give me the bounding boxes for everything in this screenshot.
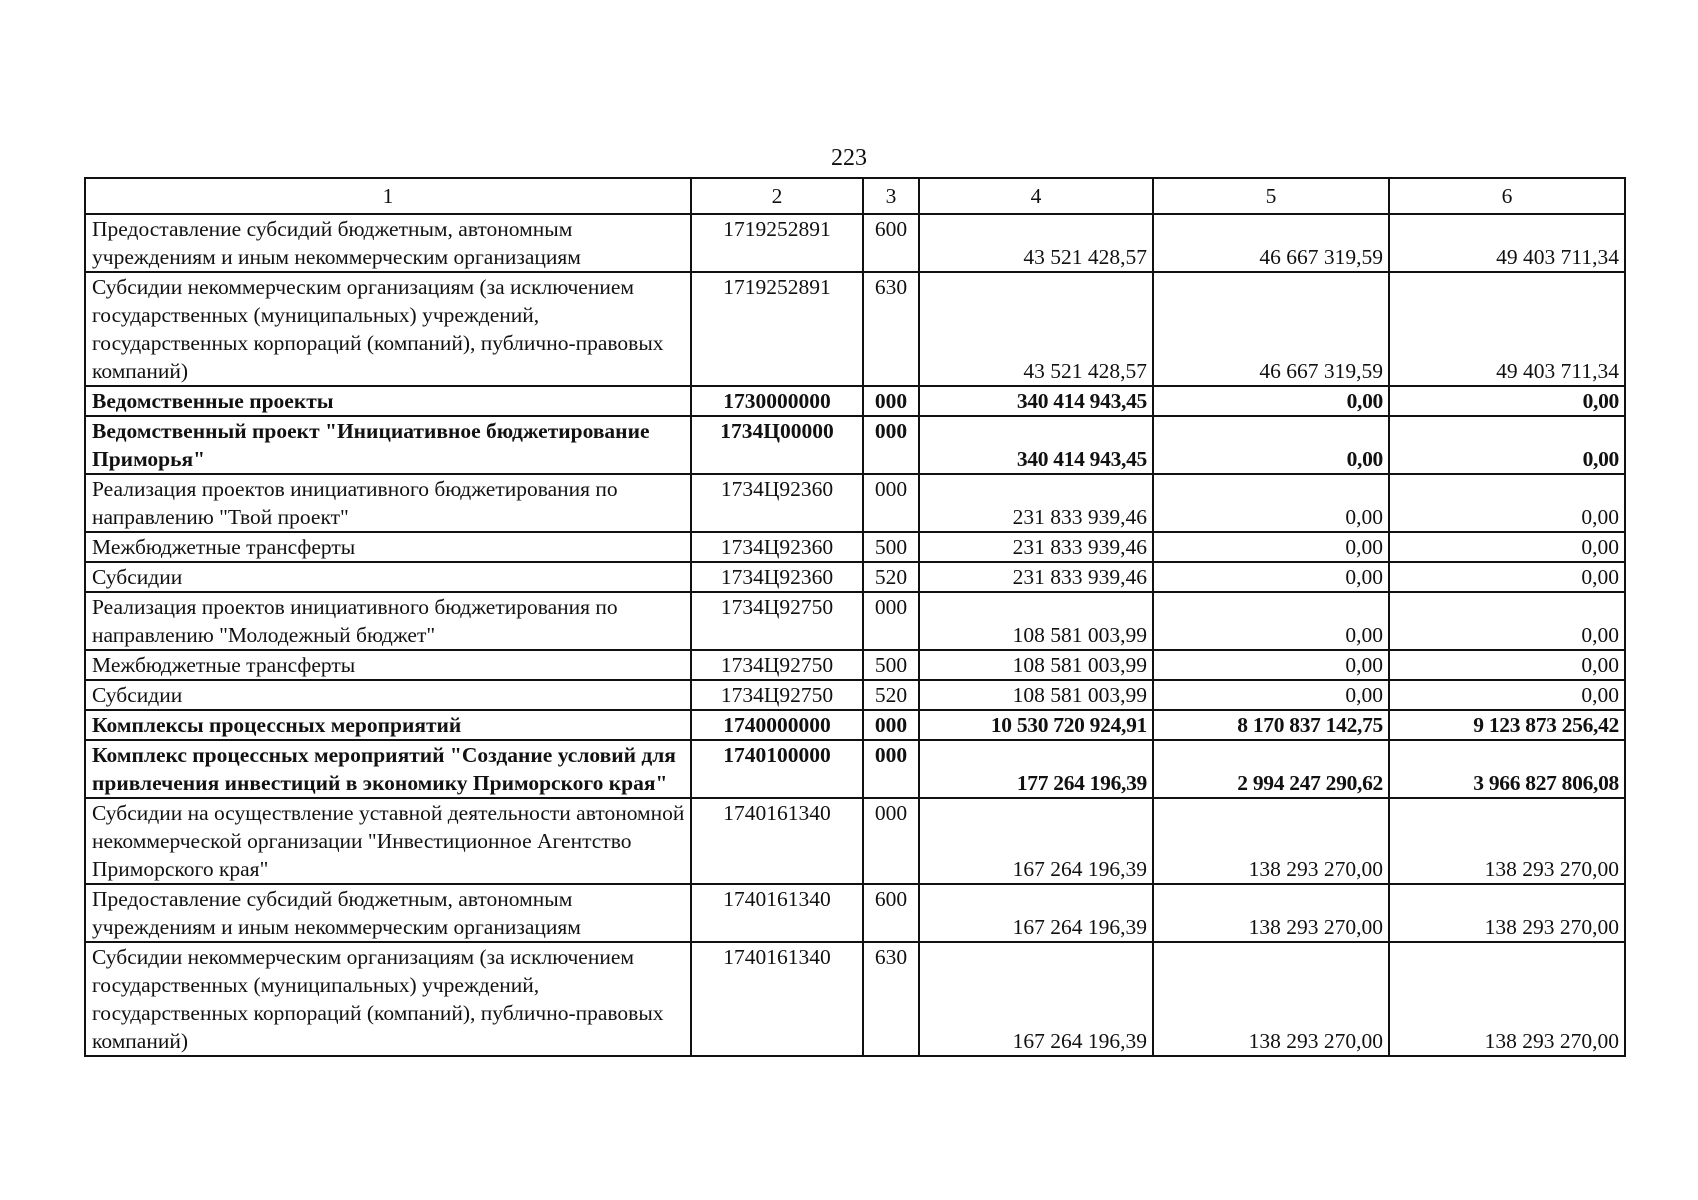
table-row — [85, 214, 1625, 272]
row-amount-col4: 108 581 003,99 — [919, 650, 1153, 680]
budget-table — [84, 177, 1626, 1057]
row-code: 1740161340 — [691, 884, 863, 942]
row-amount-col6: 49 403 711,34 — [1389, 214, 1625, 272]
row-type: 000 — [863, 740, 919, 798]
row-name: Комплексы процессных мероприятий — [85, 710, 691, 740]
row-amount-col4: 231 833 939,46 — [919, 474, 1153, 532]
row-amount-col5: 0,00 — [1153, 386, 1389, 416]
row-amount-col6: 0,00 — [1389, 532, 1625, 562]
row-name: Ведомственный проект "Инициативное бюджетирование Приморья" — [85, 416, 691, 474]
row-name: Реализация проектов инициативного бюджетирования по направлению "Твой проект" — [85, 474, 691, 532]
row-code: 1734Ц92360 — [691, 532, 863, 562]
table-row — [85, 680, 1625, 710]
column-header-3: 3 — [863, 178, 919, 214]
row-amount-col6: 0,00 — [1389, 650, 1625, 680]
row-code: 1740000000 — [691, 710, 863, 740]
row-amount-col5: 0,00 — [1153, 562, 1389, 592]
row-code: 1734Ц00000 — [691, 416, 863, 474]
row-name: Субсидии некоммерческим организациям (за исключением государственных (муниципальных) учреждений, государственных корпораций (компаний), публично-правовых компаний) — [85, 272, 691, 386]
row-type: 630 — [863, 942, 919, 1056]
row-amount-col5: 2 994 247 290,62 — [1153, 740, 1389, 798]
row-code: 1740100000 — [691, 740, 863, 798]
row-amount-col6: 0,00 — [1389, 562, 1625, 592]
row-name: Предоставление субсидий бюджетным, автономным учреждениям и иным некоммерческим организациям — [85, 214, 691, 272]
row-code: 1734Ц92360 — [691, 562, 863, 592]
row-code: 1740161340 — [691, 798, 863, 884]
column-header-6: 6 — [1389, 178, 1625, 214]
row-amount-col5: 138 293 270,00 — [1153, 798, 1389, 884]
row-amount-col4: 167 264 196,39 — [919, 942, 1153, 1056]
row-amount-col4: 177 264 196,39 — [919, 740, 1153, 798]
row-amount-col6: 0,00 — [1389, 680, 1625, 710]
table-row — [85, 740, 1625, 798]
row-amount-col5: 0,00 — [1153, 650, 1389, 680]
row-type: 500 — [863, 532, 919, 562]
row-amount-col5: 0,00 — [1153, 592, 1389, 650]
row-code: 1719252891 — [691, 272, 863, 386]
table-row — [85, 416, 1625, 474]
row-amount-col6: 49 403 711,34 — [1389, 272, 1625, 386]
table-row — [85, 562, 1625, 592]
table-header-row — [85, 178, 1625, 214]
row-type: 500 — [863, 650, 919, 680]
row-amount-col4: 231 833 939,46 — [919, 562, 1153, 592]
row-amount-col5: 8 170 837 142,75 — [1153, 710, 1389, 740]
row-name: Комплекс процессных мероприятий "Создание условий для привлечения инвестиций в экономику Приморского края" — [85, 740, 691, 798]
table-row — [85, 884, 1625, 942]
row-amount-col6: 138 293 270,00 — [1389, 798, 1625, 884]
row-amount-col6: 3 966 827 806,08 — [1389, 740, 1625, 798]
row-name: Субсидии на осуществление уставной деятельности автономной некоммерческой организации "Инвестиционное Агентство Приморского края" — [85, 798, 691, 884]
row-name: Субсидии некоммерческим организациям (за исключением государственных (муниципальных) учреждений, государственных корпораций (компаний), публично-правовых компаний) — [85, 942, 691, 1056]
row-amount-col5: 46 667 319,59 — [1153, 214, 1389, 272]
row-amount-col4: 340 414 943,45 — [919, 416, 1153, 474]
row-amount-col4: 167 264 196,39 — [919, 798, 1153, 884]
row-name: Ведомственные проекты — [85, 386, 691, 416]
row-amount-col6: 0,00 — [1389, 386, 1625, 416]
row-type: 000 — [863, 474, 919, 532]
column-header-2: 2 — [691, 178, 863, 214]
table-row — [85, 592, 1625, 650]
row-amount-col6: 138 293 270,00 — [1389, 884, 1625, 942]
row-type: 520 — [863, 562, 919, 592]
row-amount-col5: 138 293 270,00 — [1153, 884, 1389, 942]
table-row — [85, 386, 1625, 416]
row-name: Межбюджетные трансферты — [85, 650, 691, 680]
row-name: Субсидии — [85, 680, 691, 710]
row-type: 000 — [863, 386, 919, 416]
row-amount-col4: 167 264 196,39 — [919, 884, 1153, 942]
row-amount-col5: 46 667 319,59 — [1153, 272, 1389, 386]
row-amount-col6: 9 123 873 256,42 — [1389, 710, 1625, 740]
table-row — [85, 650, 1625, 680]
row-amount-col6: 0,00 — [1389, 474, 1625, 532]
column-header-1: 1 — [85, 178, 691, 214]
row-code: 1740161340 — [691, 942, 863, 1056]
row-amount-col4: 231 833 939,46 — [919, 532, 1153, 562]
row-amount-col4: 340 414 943,45 — [919, 386, 1153, 416]
row-amount-col5: 0,00 — [1153, 532, 1389, 562]
column-header-4: 4 — [919, 178, 1153, 214]
table-row — [85, 532, 1625, 562]
row-type: 630 — [863, 272, 919, 386]
row-code: 1734Ц92750 — [691, 592, 863, 650]
table-row — [85, 710, 1625, 740]
row-amount-col4: 10 530 720 924,91 — [919, 710, 1153, 740]
row-type: 000 — [863, 798, 919, 884]
row-code: 1734Ц92360 — [691, 474, 863, 532]
table-row — [85, 798, 1625, 884]
row-name: Межбюджетные трансферты — [85, 532, 691, 562]
table-body — [85, 214, 1625, 1056]
row-type: 000 — [863, 416, 919, 474]
row-code: 1730000000 — [691, 386, 863, 416]
row-code: 1734Ц92750 — [691, 680, 863, 710]
row-type: 000 — [863, 710, 919, 740]
row-amount-col6: 0,00 — [1389, 416, 1625, 474]
row-name: Предоставление субсидий бюджетным, автономным учреждениям и иным некоммерческим организациям — [85, 884, 691, 942]
table-row — [85, 942, 1625, 1056]
row-amount-col6: 0,00 — [1389, 592, 1625, 650]
table-row — [85, 474, 1625, 532]
row-code: 1719252891 — [691, 214, 863, 272]
row-amount-col5: 138 293 270,00 — [1153, 942, 1389, 1056]
row-amount-col5: 0,00 — [1153, 416, 1389, 474]
row-type: 600 — [863, 214, 919, 272]
row-amount-col4: 43 521 428,57 — [919, 214, 1153, 272]
row-name: Реализация проектов инициативного бюджетирования по направлению "Молодежный бюджет" — [85, 592, 691, 650]
row-code: 1734Ц92750 — [691, 650, 863, 680]
row-amount-col4: 108 581 003,99 — [919, 680, 1153, 710]
row-type: 520 — [863, 680, 919, 710]
row-amount-col4: 43 521 428,57 — [919, 272, 1153, 386]
row-name: Субсидии — [85, 562, 691, 592]
row-amount-col6: 138 293 270,00 — [1389, 942, 1625, 1056]
row-amount-col5: 0,00 — [1153, 474, 1389, 532]
column-header-5: 5 — [1153, 178, 1389, 214]
page-number: 223 — [831, 145, 867, 171]
table-row — [85, 272, 1625, 386]
row-type: 600 — [863, 884, 919, 942]
row-amount-col4: 108 581 003,99 — [919, 592, 1153, 650]
row-type: 000 — [863, 592, 919, 650]
row-amount-col5: 0,00 — [1153, 680, 1389, 710]
